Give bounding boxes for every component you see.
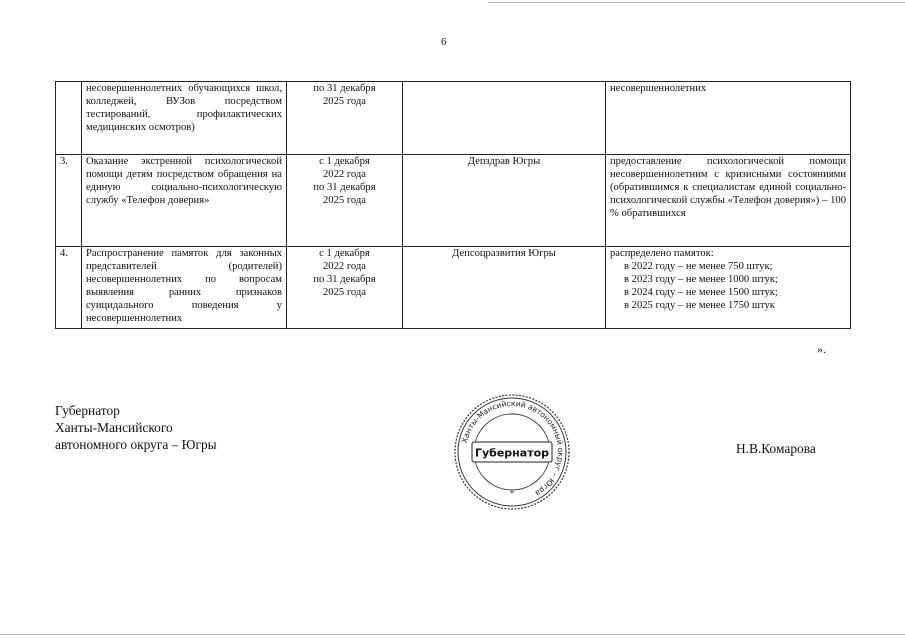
- result-cell: несовершеннолетних: [606, 82, 851, 155]
- row-number: 3.: [56, 155, 82, 247]
- period-cell: с 1 декабря 2022 года по 31 декабря 2025 года: [287, 155, 403, 247]
- result-cell: предоставление психологической помощи несовершеннолетним с кризисными состояниями (обратившимся к специалистам единой социально-психологической службы «Телефон доверия») – 100 % обратившихся: [606, 155, 851, 247]
- executor-cell: Депсоцразвития Югры: [403, 247, 606, 329]
- row-number: 4.: [56, 247, 82, 329]
- row-number: [56, 82, 82, 155]
- scan-edge-top: [488, 2, 905, 3]
- executor-cell: [403, 82, 606, 155]
- page-number: 6: [441, 36, 447, 48]
- result-list-item: в 2022 году – не менее 750 штук;: [624, 261, 773, 272]
- table-row: [56, 82, 851, 155]
- result-list-item: в 2024 году – не менее 1500 штук;: [624, 287, 778, 298]
- table-row: [56, 247, 851, 329]
- executor-cell: Депздрав Югры: [403, 155, 606, 247]
- svg-text:*: *: [510, 489, 514, 498]
- svg-text:Ханты-Мансийский автономный ок: Ханты-Мансийский автономный округ – Югра: [459, 398, 566, 499]
- measures-table: [55, 81, 851, 329]
- measure-description: несовершеннолетних обучающихся школ, колледжей, ВУЗов посредством тестирований, профилактических медицинских осмотров): [82, 82, 287, 155]
- scan-edge-bottom: [0, 634, 905, 635]
- signatory-name: Н.В.Комарова: [736, 441, 816, 456]
- svg-text:Губернатор: Губернатор: [474, 446, 550, 460]
- result-list-item: в 2023 году – не менее 1000 штук;: [624, 274, 778, 285]
- result-list-item: в 2025 году – не менее 1750 штук: [624, 300, 775, 311]
- period-cell: по 31 декабря 2025 года: [287, 82, 403, 155]
- closing-quote: ».: [817, 342, 826, 356]
- signatory-position: Губернатор Ханты-Мансийского автономного округа – Югры: [55, 403, 217, 452]
- table-row: [56, 155, 851, 247]
- official-seal: [452, 392, 572, 512]
- result-cell: распределено памяток: в 2022 году – не менее 750 штук; в 2023 году – не менее 1000 штук; в 2024 году – не менее 1500 штук; в 2025 году – не менее 1750 штук: [606, 247, 851, 329]
- measure-description: Распространение памяток для законных представителей (родителей) несовершеннолетних по вопросам выявления ранних признаков суицидального поведения у несовершеннолетних: [82, 247, 287, 329]
- period-cell: с 1 декабря 2022 года по 31 декабря 2025 года: [287, 247, 403, 329]
- measure-description: Оказание экстренной психологической помощи детям посредством обращения на единую социально-психологическую службу «Телефон доверия»: [82, 155, 287, 247]
